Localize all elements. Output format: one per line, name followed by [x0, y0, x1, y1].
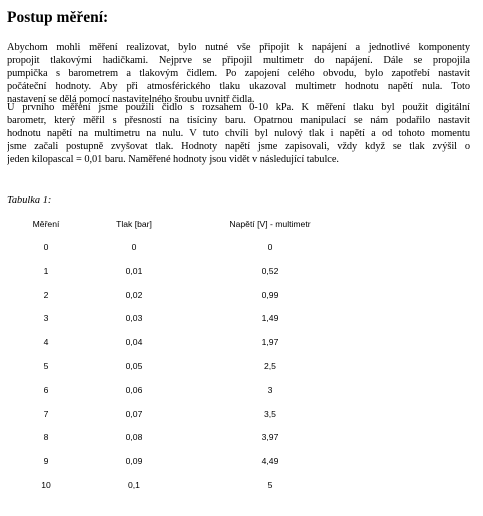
table-cell-col-voltage: 5	[267, 480, 273, 490]
table-cell-col-measurement: 0	[43, 242, 49, 252]
table-header-col-measurement: Měření	[32, 219, 60, 229]
table-cell-col-measurement: 1	[43, 265, 49, 276]
table-cell-col-voltage: 2,5	[264, 361, 276, 371]
paragraph-line: jsme začali postupně zvyšovat tlak. Hodnoty napětí jsme zapisovali, vždy když se tlak zvýšil o	[7, 141, 470, 152]
table-cell-col-pressure: 0,07	[125, 408, 143, 419]
paragraph-line: nastavení se dělá pomocí nastavitelného šroubu uvnitř čidla.	[7, 94, 255, 105]
table-cell-col-measurement: 7	[43, 408, 49, 419]
paragraph-line: jeden kilopascal = 0,01 baru. Naměřené hodnoty jsou vidět v následující tabulce.	[7, 154, 339, 165]
table-cell-col-pressure: 0	[131, 242, 137, 252]
table-cell-col-pressure: 0,03	[125, 313, 143, 324]
section-heading: Postup měření:	[7, 9, 109, 26]
paragraph-line: počáteční hodnoty. Aby při atmosférického tlaku ukazoval multimetr hodnotu napětí nula. Toto	[7, 81, 470, 92]
table-cell-col-measurement: 4	[43, 337, 49, 348]
paragraph-line: U prvního měření jsme použili čidlo s rozsahem 0-10 kPa. K měření tlaku byl použit digitální	[7, 102, 470, 113]
table-cell-col-voltage: 0,99	[261, 289, 279, 300]
table-cell-col-measurement: 9	[43, 456, 49, 467]
paragraph-line: Abychom mohli měření realizovat, bylo nutné vše připojit k napájení a jednotlivé komponenty	[7, 42, 470, 53]
table-cell-col-pressure: 0,04	[125, 337, 143, 348]
table-cell-col-measurement: 6	[43, 384, 49, 395]
table-cell-col-pressure: 0,1	[128, 480, 140, 490]
table-cell-col-pressure: 0,08	[125, 432, 143, 443]
table-cell-col-voltage: 3	[267, 384, 273, 395]
table-cell-col-pressure: 0,02	[125, 289, 143, 300]
table-cell-col-pressure: 0,05	[125, 361, 143, 371]
table-cell-col-pressure: 0,06	[125, 384, 143, 395]
table-cell-col-measurement: 10	[41, 480, 51, 490]
table-header-col-pressure: Tlak [bar]	[116, 219, 152, 229]
table-cell-col-measurement: 2	[43, 289, 49, 300]
table-cell-col-voltage: 4,49	[261, 456, 279, 467]
table-cell-col-measurement: 5	[43, 361, 49, 371]
table-cell-col-voltage: 1,97	[261, 337, 279, 348]
table-cell-col-measurement: 3	[43, 313, 49, 324]
table-cell-col-measurement: 8	[43, 432, 49, 443]
paragraph-line: hodnotu napětí na multimetru na nulu. V tuto chvíli byl nulový tlak i napětí a od tohoto momentu	[7, 128, 470, 139]
table-caption: Tabulka 1:	[7, 195, 52, 206]
table-cell-col-pressure: 0,09	[125, 456, 143, 467]
table-cell-col-voltage: 1,49	[261, 313, 279, 324]
table-cell-col-voltage: 3,97	[261, 432, 279, 443]
table-cell-col-pressure: 0,01	[125, 265, 143, 276]
table-cell-col-voltage: 0	[267, 242, 273, 252]
table-header-col-voltage: Napětí [V] - multimetr	[229, 219, 311, 229]
paragraph-line: barometr, který měřil s přesností na tisíciny baru. Opatrnou manipulací se nám podařilo nastavit	[7, 115, 470, 126]
paragraph-line: propojit tlakovými hadičkami. Nejprve se připojil multimetr do napájení. Dále se propojila	[7, 55, 470, 66]
paragraph-line: pumpička s barometrem a tlakovým čidlem. Po zapojení celého obvodu, bylo zapotřebí nastavit	[7, 68, 470, 79]
table-cell-col-voltage: 0,52	[261, 265, 279, 276]
table-cell-col-voltage: 3,5	[264, 408, 276, 419]
